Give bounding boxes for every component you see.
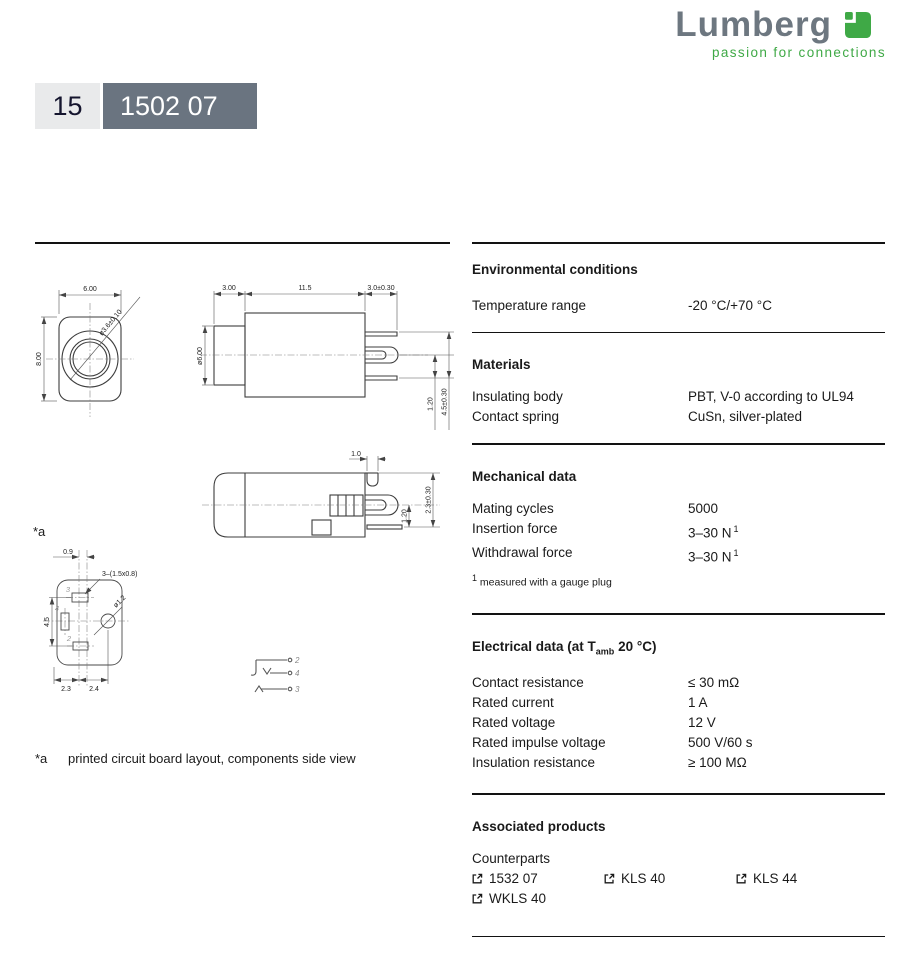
link-counterpart-1532-07[interactable]: 1532 07 [472, 869, 604, 889]
spec-label: Contact resistance [472, 675, 584, 691]
spec-value: ≥ 100 MΩ [688, 755, 747, 771]
external-link-icon [736, 873, 747, 884]
spec-value: 12 V [688, 715, 716, 731]
spec-row [472, 387, 885, 407]
section-title: Mechanical data [472, 468, 577, 484]
schematic-terminal-3: 3 [295, 685, 300, 694]
external-link-icon [604, 873, 615, 884]
drawing-top-view [188, 443, 456, 555]
section-title: Associated products [472, 818, 606, 834]
spec-row [472, 519, 885, 544]
spec-value: -20 °C/+70 °C [688, 297, 772, 313]
dim-height: 8.00 [36, 352, 43, 366]
external-link-icon [472, 873, 483, 884]
external-link-icon [472, 893, 483, 904]
spec-value: 3–30 N $^1$ [688, 523, 739, 540]
spec-label: Rated voltage [472, 715, 556, 731]
footnote-text: printed circuit board layout, components side view [68, 751, 356, 766]
dim-pin-height: 2.3±0.30 [425, 486, 433, 514]
dim-width: 6.00 [83, 286, 97, 293]
dim-hole-diameter: ø1.2 [112, 594, 128, 610]
spec-value: 500 V/60 s [688, 735, 753, 751]
footnote [35, 751, 356, 766]
brand-wordmark: Lumberg [675, 5, 832, 44]
spec-row [472, 693, 885, 713]
pad-label-3: 3 [65, 585, 70, 594]
schematic-terminal-2: 2 [295, 656, 300, 665]
section-title: Materials [472, 357, 531, 372]
spec-label: Temperature range [472, 297, 587, 313]
section-rule [472, 332, 885, 334]
schematic-symbol [242, 650, 320, 698]
brand-tagline: passion for connections [711, 45, 886, 60]
footnote-marker: *a [35, 751, 48, 766]
spec-value: 5000 [688, 500, 719, 516]
section-associated-products [472, 819, 885, 936]
pad-label-4: 4 [54, 604, 59, 613]
part-number: 1502 07 [103, 83, 257, 129]
spec-value: ≤ 30 mΩ [688, 675, 740, 691]
spec-row [472, 753, 885, 773]
spec-label: Insertion force [472, 520, 558, 536]
link-counterpart-wkls-40[interactable]: WKLS 40 [472, 889, 604, 909]
spec-value: CuSn, silver-plated [688, 409, 803, 424]
spec-row [472, 673, 885, 693]
pad-size-callout: 3–(1.5x0.8) [102, 571, 138, 578]
section-rule [472, 443, 885, 445]
dim-tab-width: 1.0 [351, 451, 361, 458]
drawing-side-view [188, 272, 456, 437]
drawing-front-view [28, 268, 198, 423]
spec-label: Insulation resistance [472, 755, 596, 771]
dim-pin-length: 3.0±0.30 [367, 285, 395, 292]
section-rule [472, 936, 885, 938]
spec-value: PBT, V-0 according to UL94 [688, 389, 854, 404]
section-rule [472, 242, 885, 244]
spec-row [472, 499, 885, 519]
dim-body-diameter: ø6.00 [197, 347, 204, 365]
spec-value: 1 A [688, 695, 708, 711]
section-environmental [472, 262, 885, 332]
section-mechanical [472, 469, 885, 614]
section-footnote: $^1$ measured with a gauge plug [472, 572, 612, 588]
schematic-terminal-4: 4 [295, 669, 300, 678]
dim-pad-spacing: 4.5 [44, 617, 51, 627]
link-counterpart-kls-40[interactable]: KLS 40 [604, 869, 736, 889]
spec-label: Insulating body [472, 389, 563, 404]
section-electrical [472, 639, 885, 794]
link-counterpart-kls-44[interactable]: KLS 44 [736, 869, 868, 889]
spec-label: Mating cycles [472, 500, 554, 516]
dim-dist-left: 2.3 [61, 686, 71, 693]
dim-pin-spacing: 4.5±0.30 [441, 388, 449, 416]
spec-row [472, 296, 885, 316]
brand-mark-icon [845, 12, 871, 38]
series-number: 15 [35, 83, 100, 129]
section-rule [472, 613, 885, 615]
spec-label: Rated impulse voltage [472, 735, 606, 751]
spec-value: 3–30 N $^1$ [688, 548, 739, 565]
dim-body-length: 11.5 [298, 285, 312, 292]
spec-row [472, 543, 885, 568]
dim-pin-offset-top: 1.20 [401, 509, 409, 523]
dim-diameter: ø3.6±0.10 [98, 308, 124, 338]
counterparts-label: Counterparts [472, 850, 551, 866]
dim-pin-offset: 1.20 [427, 397, 435, 411]
pcb-layout-marker: *a [33, 524, 46, 539]
left-column-top-rule [35, 242, 450, 244]
spec-row [472, 407, 885, 427]
dim-dist-right: 2.4 [89, 686, 99, 693]
pad-label-2: 2 [66, 634, 71, 643]
spec-label: Withdrawal force [472, 545, 573, 560]
brand-logo [590, 5, 886, 60]
section-materials [472, 357, 885, 443]
spec-row [472, 733, 885, 753]
section-title: Environmental conditions [472, 261, 638, 277]
spec-label: Contact spring [472, 409, 560, 424]
drawing-pcb-layout [28, 545, 190, 697]
spec-row [472, 713, 885, 733]
dim-pad-offset: 0.9 [63, 549, 73, 556]
section-rule [472, 793, 885, 795]
dim-front-length: 3.00 [222, 285, 236, 292]
part-number-bar [35, 83, 257, 129]
spec-column [472, 242, 885, 937]
spec-label: Rated current [472, 695, 554, 711]
section-title: Electrical data (at $T_{amb}$ 20 °C) [472, 638, 657, 657]
